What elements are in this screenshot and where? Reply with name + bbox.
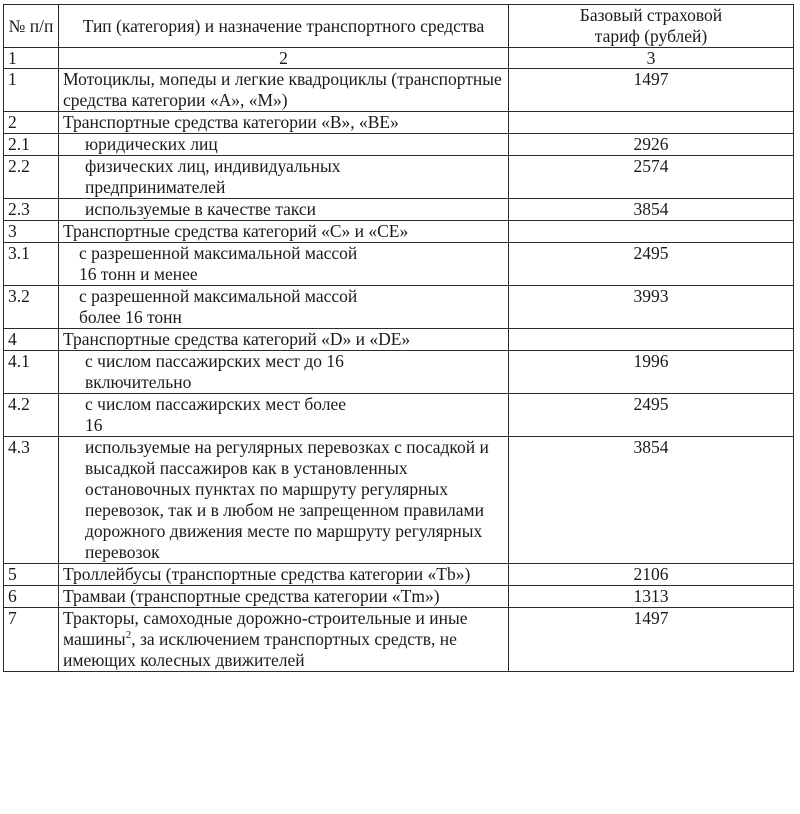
row-description: используемые в качестве такси	[59, 199, 509, 221]
header-type: Тип (категория) и назначение транспортного средства	[59, 5, 509, 48]
footnote-mark: 2	[125, 629, 132, 642]
table-row	[4, 437, 794, 564]
row-tariff	[509, 221, 794, 243]
row-description: Транспортные средства категории «В», «ВЕ»	[59, 112, 509, 134]
row-description: с разрешенной максимальной массой более 16 тонн	[59, 286, 509, 329]
tariff-table	[3, 4, 794, 672]
table-row	[4, 586, 794, 608]
row-description: используемые на регулярных перевозках с посадкой и высадкой пассажиров как в установленных остановочных пунктах по маршруту регулярных перевозок, так и в любом не запрещенном правилами дорожного движения месте по маршруту регулярных перевозок	[59, 437, 509, 564]
row-description: Транспортные средства категорий «D» и «DE»	[59, 329, 509, 351]
table-row	[4, 329, 794, 351]
table-row	[4, 112, 794, 134]
row-description-text: , за исключением транспортных средств, не имеющих колесных движителей	[63, 629, 457, 670]
row-description-text: Тракторы, самоходные дорожно-строительные и иные машины	[63, 608, 468, 649]
row-number: 4.1	[4, 351, 59, 394]
column-number-row	[4, 48, 794, 69]
row-number: 2.3	[4, 199, 59, 221]
row-tariff: 1313	[509, 586, 794, 608]
column-number: 2	[59, 48, 509, 69]
row-description: Мотоциклы, мопеды и легкие квадроциклы (транспортные средства категории «А», «М»)	[59, 69, 509, 112]
column-number: 3	[509, 48, 794, 69]
column-number: 1	[4, 48, 59, 69]
row-number: 3.1	[4, 243, 59, 286]
table-row	[4, 394, 794, 437]
row-tariff	[509, 112, 794, 134]
table-row	[4, 134, 794, 156]
row-tariff: 2106	[509, 564, 794, 586]
row-number: 1	[4, 69, 59, 112]
row-description: физических лиц, индивидуальных предпринимателей	[59, 156, 509, 199]
row-description: с разрешенной максимальной массой 16 тонн и менее	[59, 243, 509, 286]
table-row	[4, 199, 794, 221]
row-number: 2.1	[4, 134, 59, 156]
row-tariff: 3993	[509, 286, 794, 329]
row-number: 4.3	[4, 437, 59, 564]
row-number: 2	[4, 112, 59, 134]
row-number: 2.2	[4, 156, 59, 199]
row-description	[59, 608, 509, 672]
row-description: юридических лиц	[59, 134, 509, 156]
row-tariff: 1996	[509, 351, 794, 394]
table-row	[4, 564, 794, 586]
row-description: с числом пассажирских мест более 16	[59, 394, 509, 437]
row-tariff: 1497	[509, 608, 794, 672]
row-description: Троллейбусы (транспортные средства категории «Tb»)	[59, 564, 509, 586]
row-description: Транспортные средства категорий «С» и «СЕ»	[59, 221, 509, 243]
row-number: 3.2	[4, 286, 59, 329]
row-tariff: 2495	[509, 243, 794, 286]
row-tariff	[509, 329, 794, 351]
row-number: 3	[4, 221, 59, 243]
row-number: 5	[4, 564, 59, 586]
row-tariff: 2495	[509, 394, 794, 437]
header-no: № п/п	[4, 5, 59, 48]
row-number: 4	[4, 329, 59, 351]
row-tariff: 1497	[509, 69, 794, 112]
header-tariff: Базовый страховой тариф (рублей)	[509, 5, 794, 48]
row-number: 4.2	[4, 394, 59, 437]
table-row	[4, 69, 794, 112]
table-header	[4, 5, 794, 48]
table-row	[4, 156, 794, 199]
table-row	[4, 608, 794, 672]
row-tariff: 3854	[509, 199, 794, 221]
row-tariff: 3854	[509, 437, 794, 564]
table-row	[4, 351, 794, 394]
table-row	[4, 286, 794, 329]
table-row	[4, 243, 794, 286]
row-number: 7	[4, 608, 59, 672]
table-row	[4, 221, 794, 243]
row-description: с числом пассажирских мест до 16 включительно	[59, 351, 509, 394]
row-number: 6	[4, 586, 59, 608]
row-tariff: 2574	[509, 156, 794, 199]
row-tariff: 2926	[509, 134, 794, 156]
row-description: Трамваи (транспортные средства категории «Tm»)	[59, 586, 509, 608]
